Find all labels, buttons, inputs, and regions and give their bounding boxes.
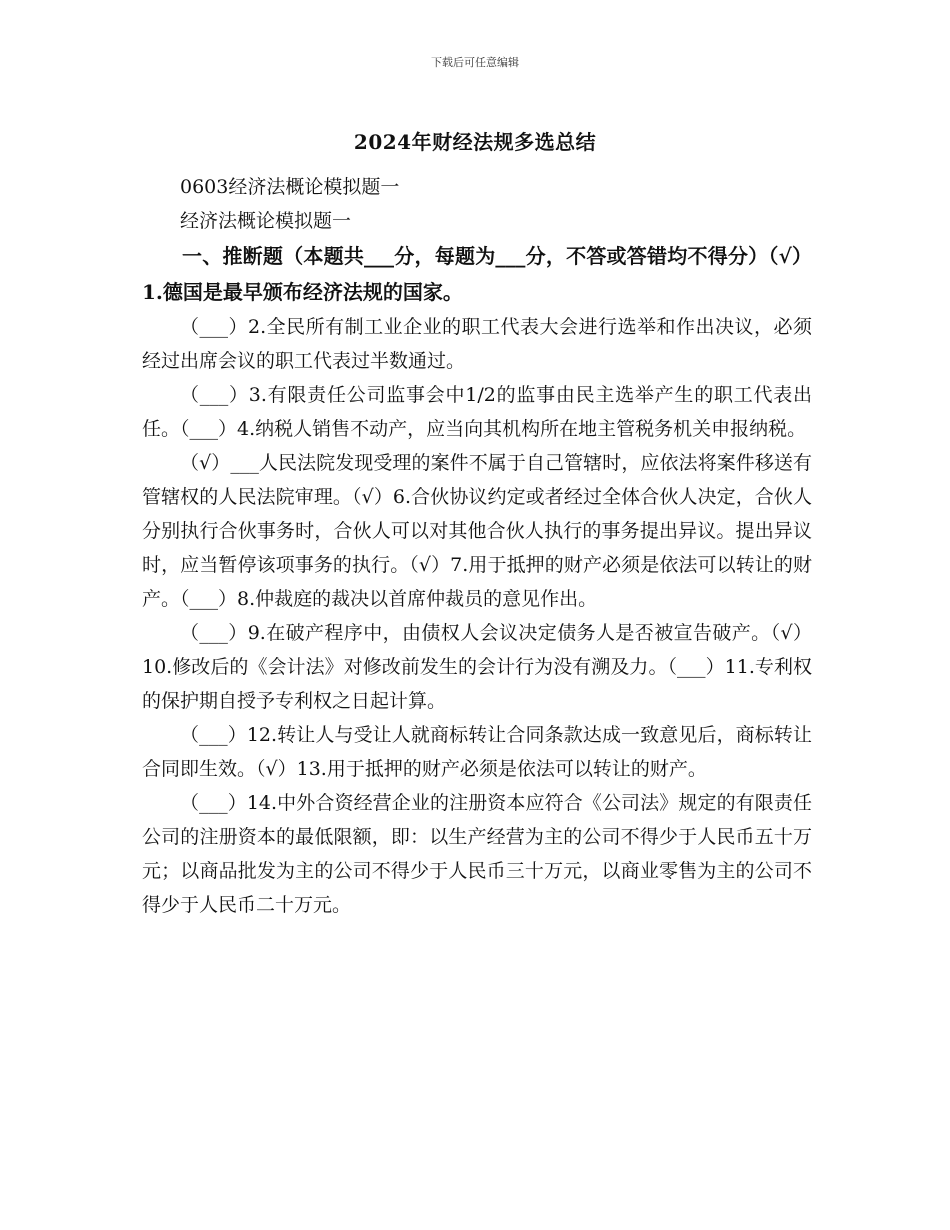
paragraph-item: （___）3.有限责任公司监事会中1/2的监事由民主选举产生的职工代表出任。（___）4.纳税人销售不动产，应当向其机构所在地主管税务机关申报纳税。 <box>142 384 812 440</box>
paragraph-subtitle-2: 经济法概论模拟题一 <box>180 210 352 232</box>
document-body <box>142 170 812 922</box>
paragraph-item: （___）14.中外合资经营企业的注册资本应符合《公司法》规定的有限责任公司的注册资本的最低限额，即：以生产经营为主的公司不得少于人民币五十万元；以商品批发为主的公司不得少于人民币三十万元，以商业零售为主的公司不得少于人民币二十万元。 <box>142 792 812 916</box>
paragraph-item: （√）___人民法院发现受理的案件不属于自己管辖时，应依法将案件移送有管辖权的人民法院审理。（√）6.合伙协议约定或者经过全体合伙人决定，合伙人分别执行合伙事务时，合伙人可以对其他合伙人执行的事务提出异议。提出异议时，应当暂停该项事务的执行。（√）7.用于抵押的财产必须是依法可以转让的财产。（___）8.仲裁庭的裁决以首席仲裁员的意见作出。 <box>142 452 812 610</box>
paragraph-item: （___）2.全民所有制工业企业的职工代表大会进行选举和作出决议，必须经过出席会议的职工代表过半数通过。 <box>142 316 812 372</box>
document-title: 2024年财经法规多选总结 <box>353 130 597 154</box>
paragraph-item: （___）12.转让人与受让人就商标转让合同条款达成一致意见后，商标转让合同即生效。（√）13.用于抵押的财产必须是依法可以转让的财产。 <box>142 724 812 780</box>
paragraph-item: （___）9.在破产程序中，由债权人会议决定债务人是否被宣告破产。（√）10.修改后的《会计法》对修改前发生的会计行为没有溯及力。（___）11.专利权的保护期自授予专利权之日起计算。 <box>142 622 812 712</box>
paragraph-subtitle-1: 0603经济法概论模拟题一 <box>180 176 400 198</box>
header-note: 下载后可任意编辑 <box>431 56 519 69</box>
paragraph-section-heading: 一、推断题（本题共___分，每题为___分，不答或答错均不得分）（√）1.德国是最早颁布经济法规的国家。 <box>142 244 812 304</box>
